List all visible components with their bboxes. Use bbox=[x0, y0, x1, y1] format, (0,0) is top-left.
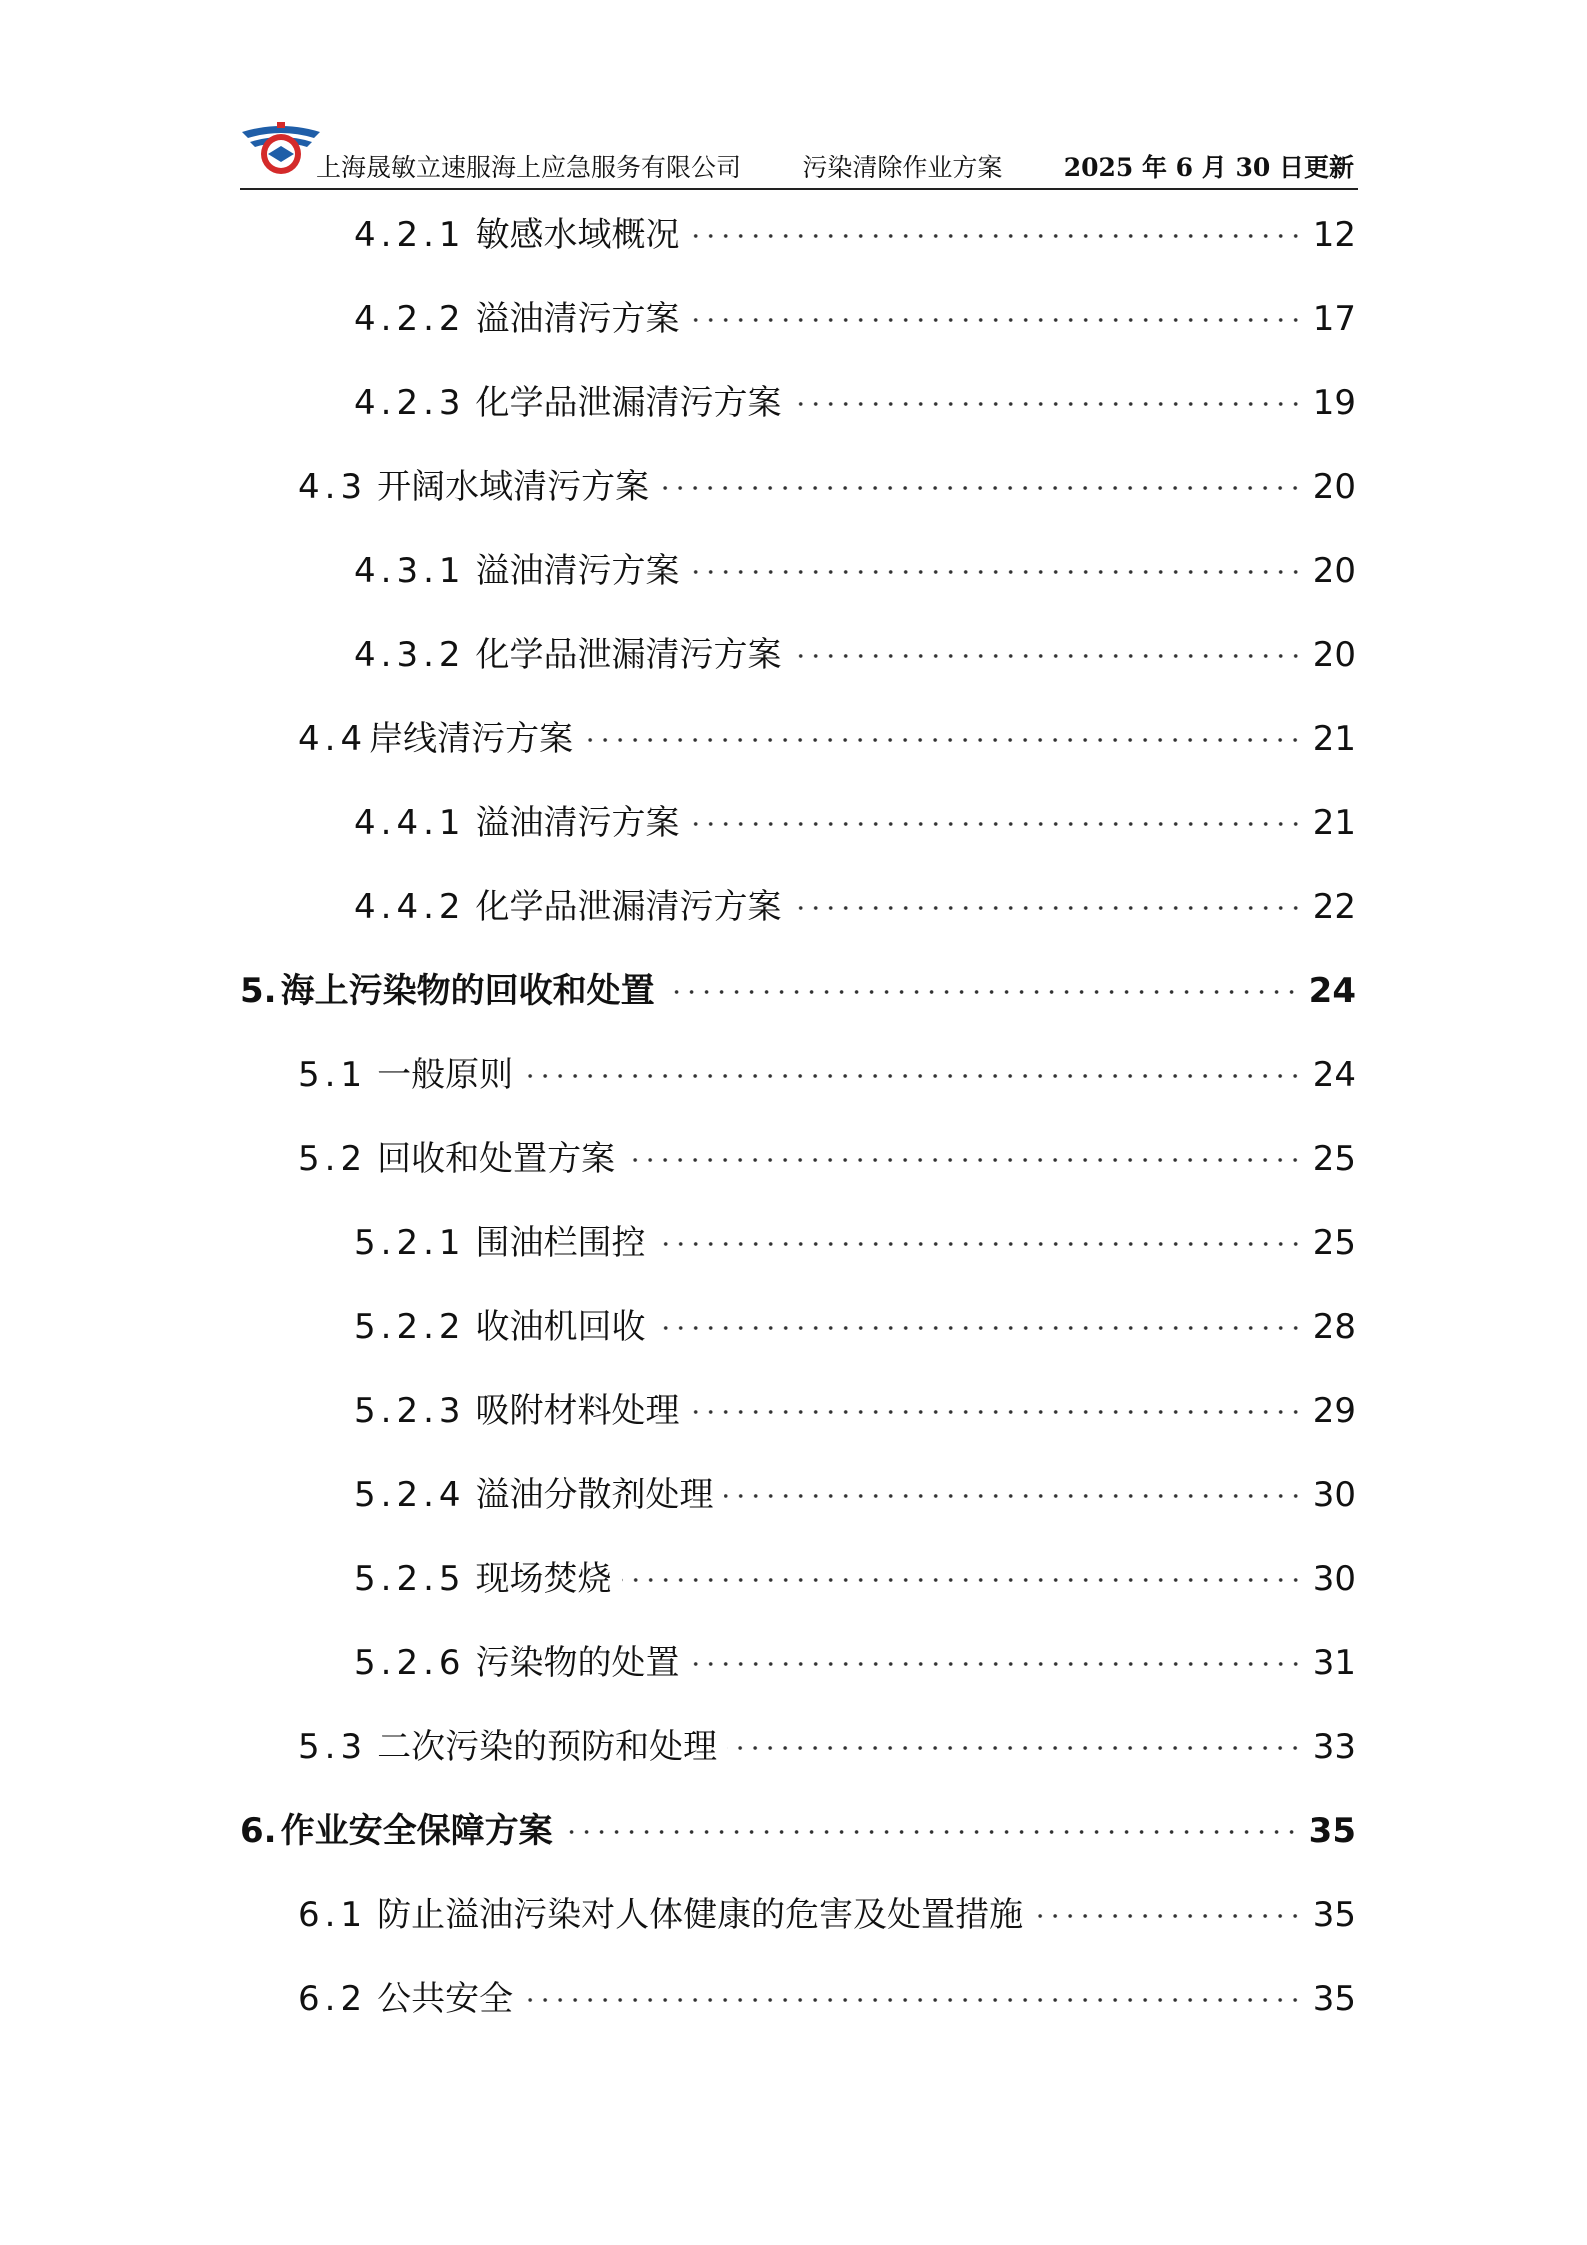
toc-entry-page: 31 bbox=[1312, 1643, 1356, 1683]
toc-entry-number: 6.2 bbox=[298, 1979, 368, 2019]
toc-leader-dots bbox=[690, 233, 1303, 239]
toc-entry-page: 33 bbox=[1312, 1727, 1356, 1767]
toc-entry-number: 5. bbox=[240, 971, 277, 1011]
toc-entry[interactable] bbox=[240, 620, 1356, 704]
toc-leader-dots bbox=[690, 821, 1303, 827]
toc-entry-number: 5.2.3 bbox=[354, 1391, 466, 1431]
toc-entry-page: 17 bbox=[1312, 299, 1356, 339]
toc-entry-title: 防止溢油污染对人体健康的危害及处置措施 bbox=[377, 1895, 1024, 1935]
toc-entry[interactable] bbox=[240, 872, 1356, 956]
toc-entry[interactable] bbox=[240, 1124, 1356, 1208]
table-of-contents bbox=[240, 200, 1356, 2048]
toc-entry-title: 收油机回收 bbox=[475, 1307, 646, 1347]
toc-leader-dots bbox=[523, 1073, 1303, 1079]
toc-entry-number: 5.2.6 bbox=[354, 1643, 466, 1683]
toc-entry[interactable] bbox=[240, 1292, 1356, 1376]
toc-entry-title: 围油栏围控 bbox=[475, 1223, 646, 1263]
toc-entry-page: 35 bbox=[1308, 1811, 1356, 1851]
toc-entry-page: 30 bbox=[1312, 1475, 1356, 1515]
toc-entry-page: 21 bbox=[1312, 803, 1356, 843]
toc-entry-page: 28 bbox=[1312, 1307, 1356, 1347]
toc-entry-title: 开阔水域清污方案 bbox=[377, 467, 650, 507]
toc-entry[interactable] bbox=[240, 1040, 1356, 1124]
toc-entry-page: 20 bbox=[1312, 551, 1356, 591]
toc-entry-title: 污染物的处置 bbox=[475, 1643, 680, 1683]
toc-entry[interactable] bbox=[240, 1208, 1356, 1292]
page-header bbox=[240, 118, 1358, 190]
toc-entry-page: 25 bbox=[1312, 1223, 1356, 1263]
toc-leader-dots bbox=[724, 1493, 1303, 1499]
toc-entry-page: 12 bbox=[1312, 215, 1356, 255]
toc-entry-title: 化学品泄漏清污方案 bbox=[475, 887, 782, 927]
toc-entry[interactable] bbox=[240, 1796, 1356, 1880]
toc-leader-dots bbox=[659, 485, 1303, 491]
company-logo-icon bbox=[240, 118, 322, 180]
toc-entry-number: 5.2.2 bbox=[354, 1307, 466, 1347]
toc-leader-dots bbox=[665, 989, 1299, 995]
toc-entry-number: 5.2.5 bbox=[354, 1559, 466, 1599]
toc-entry-number: 5.1 bbox=[298, 1055, 368, 1095]
toc-entry-title: 吸附材料处理 bbox=[475, 1391, 680, 1431]
toc-entry-page: 21 bbox=[1312, 719, 1356, 759]
header-updated-date: 2025 年 6 月 30 日更新 bbox=[1063, 153, 1354, 182]
toc-entry[interactable] bbox=[240, 1628, 1356, 1712]
toc-leader-dots bbox=[563, 1829, 1299, 1835]
toc-leader-dots bbox=[727, 1745, 1303, 1751]
toc-leader-dots bbox=[792, 905, 1303, 911]
header-text bbox=[316, 152, 1354, 184]
toc-entry-number: 5.2.4 bbox=[354, 1475, 466, 1515]
toc-leader-dots bbox=[690, 569, 1303, 575]
toc-entry-page: 24 bbox=[1312, 1055, 1356, 1095]
toc-entry-title: 现场焚烧 bbox=[475, 1559, 612, 1599]
toc-entry[interactable] bbox=[240, 284, 1356, 368]
toc-entry-number: 5.2 bbox=[298, 1139, 368, 1179]
toc-leader-dots bbox=[690, 1409, 1303, 1415]
toc-entry-page: 20 bbox=[1312, 467, 1356, 507]
toc-leader-dots bbox=[792, 401, 1303, 407]
toc-entry-title: 溢油清污方案 bbox=[475, 803, 680, 843]
toc-entry[interactable] bbox=[240, 368, 1356, 452]
toc-leader-dots bbox=[690, 1661, 1303, 1667]
toc-entry[interactable] bbox=[240, 956, 1356, 1040]
toc-entry-title: 溢油清污方案 bbox=[475, 299, 680, 339]
toc-entry-number: 4.2.3 bbox=[354, 383, 466, 423]
toc-entry[interactable] bbox=[240, 1376, 1356, 1460]
toc-entry-number: 4.4.1 bbox=[354, 803, 466, 843]
toc-entry-title: 岸线清污方案 bbox=[369, 719, 574, 759]
toc-entry-title: 化学品泄漏清污方案 bbox=[475, 383, 782, 423]
toc-entry-number: 4.4 bbox=[298, 719, 368, 759]
toc-leader-dots bbox=[690, 317, 1303, 323]
toc-entry-number: 5.3 bbox=[298, 1727, 368, 1767]
toc-entry[interactable] bbox=[240, 788, 1356, 872]
toc-leader-dots bbox=[622, 1577, 1303, 1583]
toc-entry-page: 35 bbox=[1312, 1895, 1356, 1935]
toc-entry-page: 30 bbox=[1312, 1559, 1356, 1599]
toc-entry-number: 4.3 bbox=[298, 467, 368, 507]
header-doc-title: 污染清除作业方案 bbox=[802, 153, 1003, 182]
toc-entry-number: 5.2.1 bbox=[354, 1223, 466, 1263]
toc-entry[interactable] bbox=[240, 1964, 1356, 2048]
header-company: 上海晟敏立速服海上应急服务有限公司 bbox=[316, 153, 742, 182]
toc-leader-dots bbox=[583, 737, 1303, 743]
toc-entry-title: 溢油清污方案 bbox=[475, 551, 680, 591]
toc-entry[interactable] bbox=[240, 452, 1356, 536]
toc-entry-title: 化学品泄漏清污方案 bbox=[475, 635, 782, 675]
toc-entry-title: 海上污染物的回收和处置 bbox=[280, 971, 655, 1011]
toc-entry-title: 公共安全 bbox=[377, 1979, 514, 2019]
toc-entry[interactable] bbox=[240, 1544, 1356, 1628]
toc-entry[interactable] bbox=[240, 1460, 1356, 1544]
toc-entry-title: 二次污染的预防和处理 bbox=[377, 1727, 718, 1767]
toc-entry-page: 19 bbox=[1312, 383, 1356, 423]
toc-entry-number: 6.1 bbox=[298, 1895, 368, 1935]
toc-entry[interactable] bbox=[240, 1712, 1356, 1796]
toc-entry-title: 回收和处置方案 bbox=[377, 1139, 616, 1179]
toc-entry-number: 4.2.1 bbox=[354, 215, 466, 255]
toc-entry-title: 一般原则 bbox=[377, 1055, 514, 1095]
toc-entry-page: 24 bbox=[1308, 971, 1356, 1011]
toc-leader-dots bbox=[792, 653, 1303, 659]
toc-entry-number: 4.4.2 bbox=[354, 887, 466, 927]
toc-leader-dots bbox=[625, 1157, 1303, 1163]
toc-entry-number: 4.3.2 bbox=[354, 635, 466, 675]
toc-entry-page: 25 bbox=[1312, 1139, 1356, 1179]
toc-entry-page: 20 bbox=[1312, 635, 1356, 675]
toc-entry-number: 4.2.2 bbox=[354, 299, 466, 339]
toc-leader-dots bbox=[1033, 1913, 1303, 1919]
toc-entry-title: 溢油分散剂处理 bbox=[475, 1475, 714, 1515]
toc-leader-dots bbox=[656, 1241, 1303, 1247]
toc-entry-number: 6. bbox=[240, 1811, 277, 1851]
toc-entry-page: 22 bbox=[1312, 887, 1356, 927]
toc-entry-title: 作业安全保障方案 bbox=[280, 1811, 553, 1851]
toc-entry[interactable] bbox=[240, 536, 1356, 620]
toc-entry-page: 29 bbox=[1312, 1391, 1356, 1431]
toc-leader-dots bbox=[656, 1325, 1303, 1331]
toc-entry[interactable] bbox=[240, 200, 1356, 284]
header-divider bbox=[240, 188, 1358, 190]
toc-entry-number: 4.3.1 bbox=[354, 551, 466, 591]
toc-entry[interactable] bbox=[240, 1880, 1356, 1964]
toc-entry-title: 敏感水域概况 bbox=[475, 215, 680, 255]
toc-entry-page: 35 bbox=[1312, 1979, 1356, 2019]
toc-entry[interactable] bbox=[240, 704, 1356, 788]
toc-leader-dots bbox=[523, 1997, 1303, 2003]
